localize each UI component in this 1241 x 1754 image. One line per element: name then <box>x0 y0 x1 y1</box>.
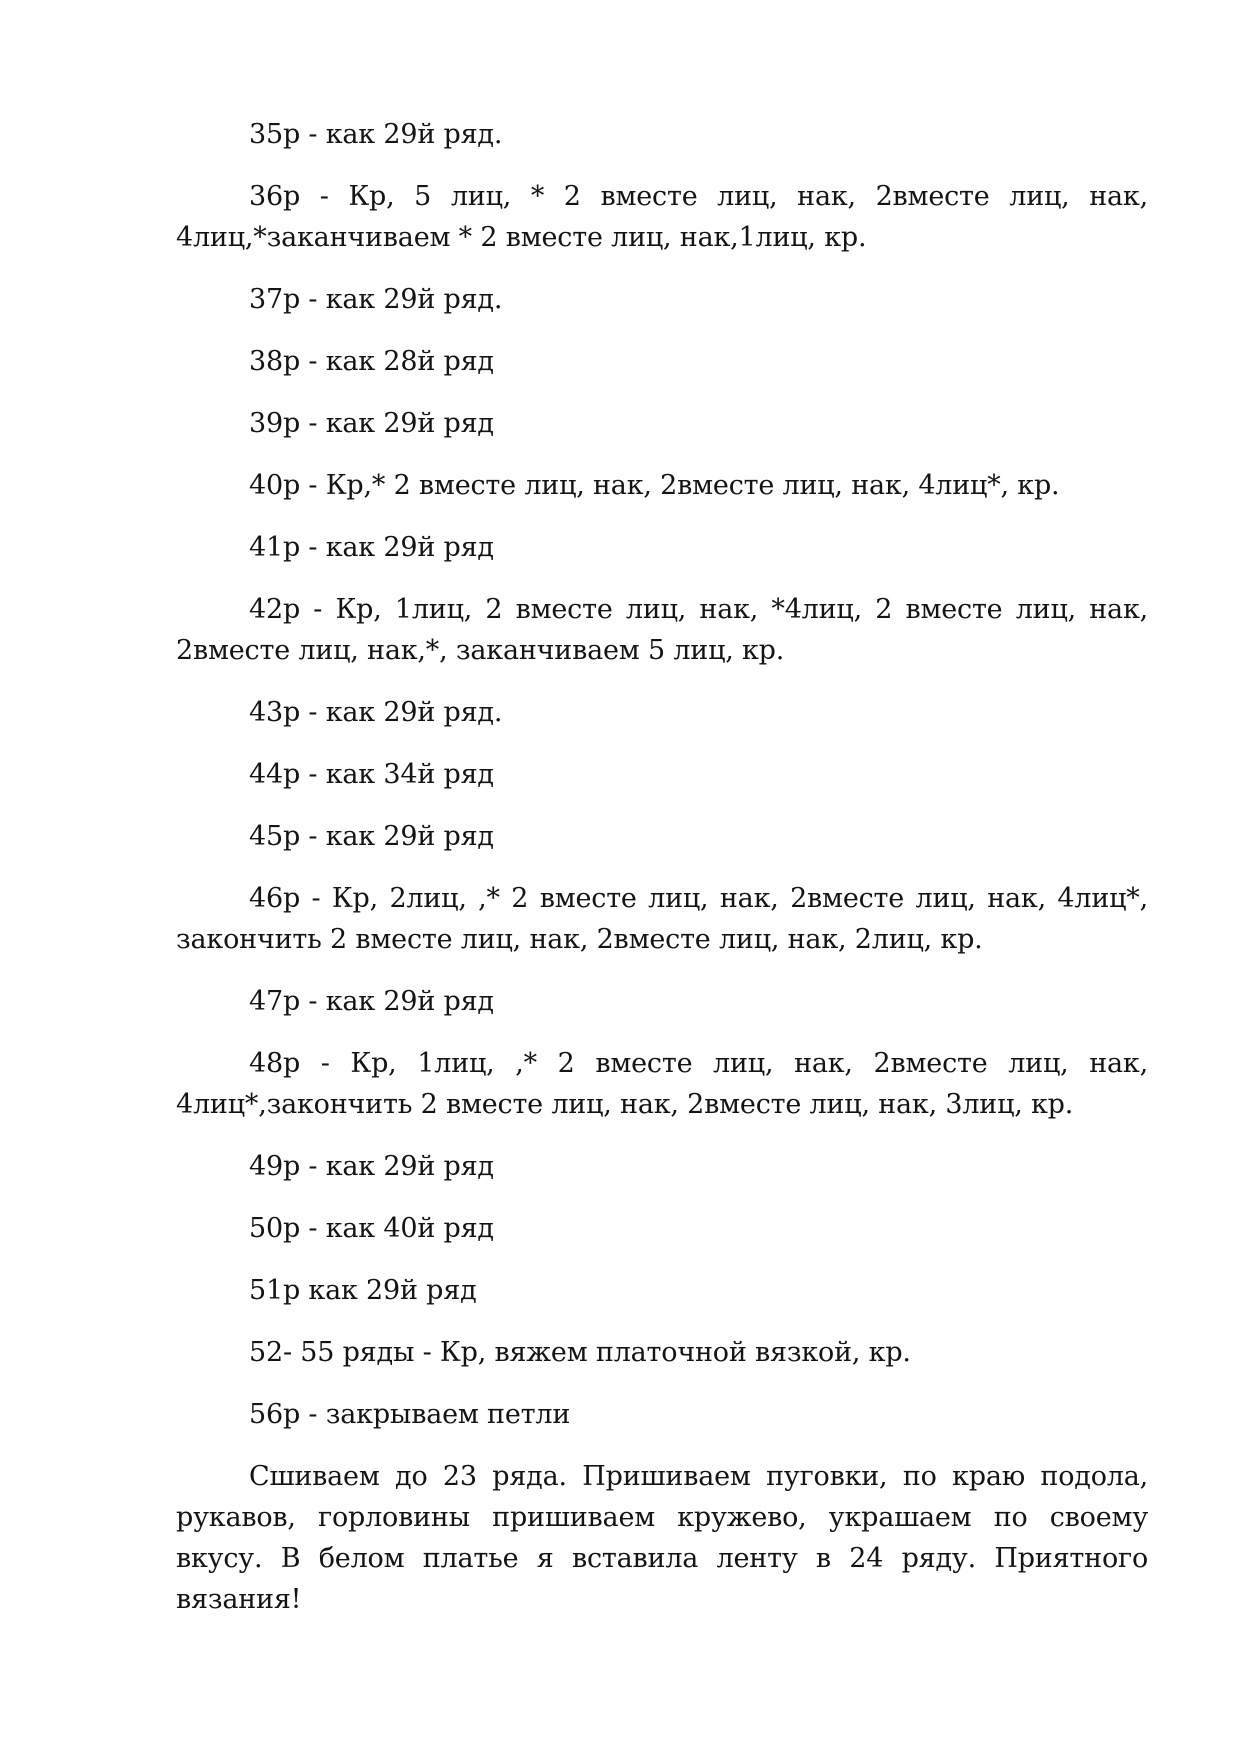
document-body <box>176 114 1148 1641</box>
row-36: 36р - Кр, 5 лиц, * 2 вместе лиц, нак, 2вместе лиц, нак, 4лиц,*заканчиваем * 2 вместе лиц, нак,1лиц, кр. <box>176 181 1148 253</box>
row-42: 42р - Кр, 1лиц, 2 вместе лиц, нак, *4лиц, 2 вместе лиц, нак, 2вместе лиц, нак,*, заканчиваем 5 лиц, кр. <box>176 594 1148 666</box>
row-50: 50р - как 40й ряд <box>249 1213 494 1244</box>
row-47: 47р - как 29й ряд <box>249 986 494 1017</box>
row-41: 41р - как 29й ряд <box>249 532 494 563</box>
row-37: 37р - как 29й ряд. <box>249 284 503 315</box>
row-43: 43р - как 29й ряд. <box>249 697 503 728</box>
row-56: 56р - закрываем петли <box>249 1399 571 1430</box>
row-40: 40р - Кр,* 2 вместе лиц, нак, 2вместе лиц, нак, 4лиц*, кр. <box>249 470 1060 501</box>
row-35: 35р - как 29й ряд. <box>249 119 503 150</box>
closing-paragraph: Сшиваем до 23 ряда. Пришиваем пуговки, по краю подола, рукавов, горловины пришиваем кружево, украшаем по своему вкусу. В белом платье я вставила ленту в 24 ряду. Приятного вязания! <box>176 1461 1148 1615</box>
row-46: 46р - Кр, 2лиц, ,* 2 вместе лиц, нак, 2вместе лиц, нак, 4лиц*, закончить 2 вместе лиц, нак, 2вместе лиц, нак, 2лиц, кр. <box>176 883 1148 955</box>
row-48: 48р - Кр, 1лиц, ,* 2 вместе лиц, нак, 2вместе лиц, нак, 4лиц*,закончить 2 вместе лиц, нак, 2вместе лиц, нак, 3лиц, кр. <box>176 1048 1148 1120</box>
row-51: 51р как 29й ряд <box>249 1275 477 1306</box>
row-39: 39р - как 29й ряд <box>249 408 494 439</box>
row-45: 45р - как 29й ряд <box>249 821 494 852</box>
row-49: 49р - как 29й ряд <box>249 1151 494 1182</box>
row-38: 38р - как 28й ряд <box>249 346 494 377</box>
rows-52-55: 52- 55 ряды - Кр, вяжем платочной вязкой, кр. <box>249 1337 911 1368</box>
row-44: 44р - как 34й ряд <box>249 759 494 790</box>
